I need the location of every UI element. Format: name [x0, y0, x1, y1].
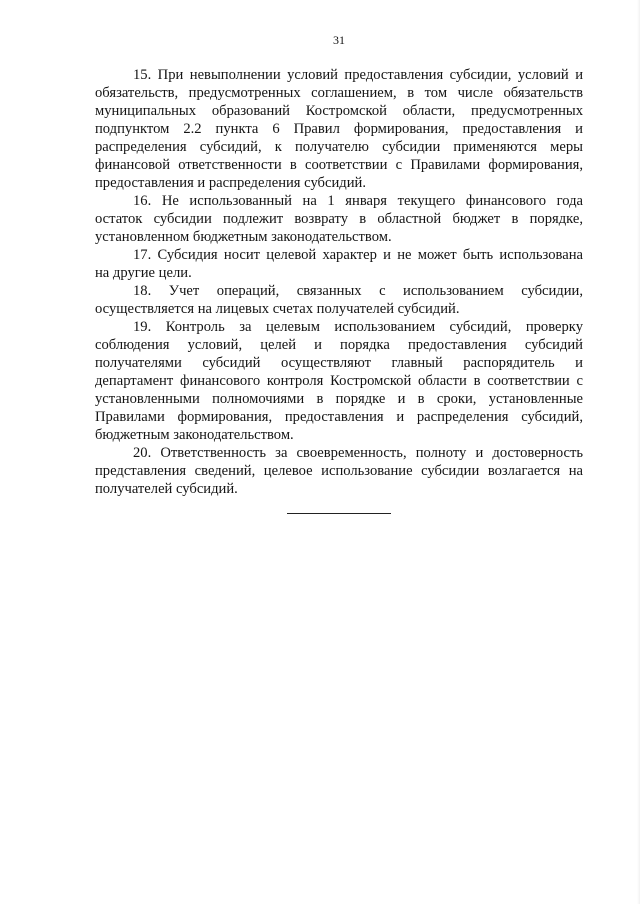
- page-number: 31: [333, 33, 345, 47]
- text-line: муниципальных образований Костромской области, предусмотренных: [95, 103, 583, 119]
- text-line: 20. Ответственность за своевременность, полноту и достоверность: [133, 445, 583, 461]
- text-line: соблюдения условий, целей и порядка предоставления субсидий: [95, 337, 583, 353]
- text-line: на другие цели.: [95, 265, 192, 281]
- paragraph-20: [95, 444, 583, 498]
- text-line: осуществляется на лицевых счетах получателей субсидий.: [95, 301, 460, 317]
- document-body: [95, 66, 583, 498]
- text-line: бюджетным законодательством.: [95, 427, 294, 443]
- paragraph-19: [95, 318, 583, 444]
- text-line: 19. Контроль за целевым использованием субсидий, проверку: [133, 319, 583, 335]
- text-line: обязательств, предусмотренных соглашением, в том числе обязательств: [95, 85, 583, 101]
- text-line: 18. Учет операций, связанных с использованием субсидии,: [133, 283, 583, 299]
- text-line: установленными полномочиями в порядке и в сроки, установленные: [95, 391, 583, 407]
- text-line: 15. При невыполнении условий предоставления субсидии, условий и: [133, 67, 583, 83]
- paragraph-16: [95, 192, 583, 246]
- paragraph-15: [95, 66, 583, 192]
- text-line: Правилами формирования, предоставления и распределения субсидий,: [95, 409, 583, 425]
- text-line: финансовой ответственности в соответствии с Правилами формирования,: [95, 157, 583, 173]
- text-line: получателей субсидий.: [95, 481, 238, 497]
- text-line: подпунктом 2.2 пункта 6 Правил формирования, предоставления и: [95, 121, 583, 137]
- text-line: 17. Субсидия носит целевой характер и не может быть использована: [133, 247, 583, 263]
- paragraph-17: [95, 246, 583, 282]
- text-line: 16. Не использованный на 1 января текущего финансового года: [133, 193, 583, 209]
- text-line: распределения субсидий, к получателю субсидии применяются меры: [95, 139, 583, 155]
- text-line: предоставления и распределения субсидий.: [95, 175, 366, 191]
- text-line: остаток субсидии подлежит возврату в областной бюджет в порядке,: [95, 211, 583, 227]
- end-of-document-rule: [287, 513, 391, 514]
- text-line: представления сведений, целевое использование субсидии возлагается на: [95, 463, 583, 479]
- text-line: департамент финансового контроля Костромской области в соответствии с: [95, 373, 583, 389]
- text-line: получателями субсидий осуществляют главный распорядитель и: [95, 355, 583, 371]
- text-line: установленном бюджетным законодательством.: [95, 229, 392, 245]
- paragraph-18: [95, 282, 583, 318]
